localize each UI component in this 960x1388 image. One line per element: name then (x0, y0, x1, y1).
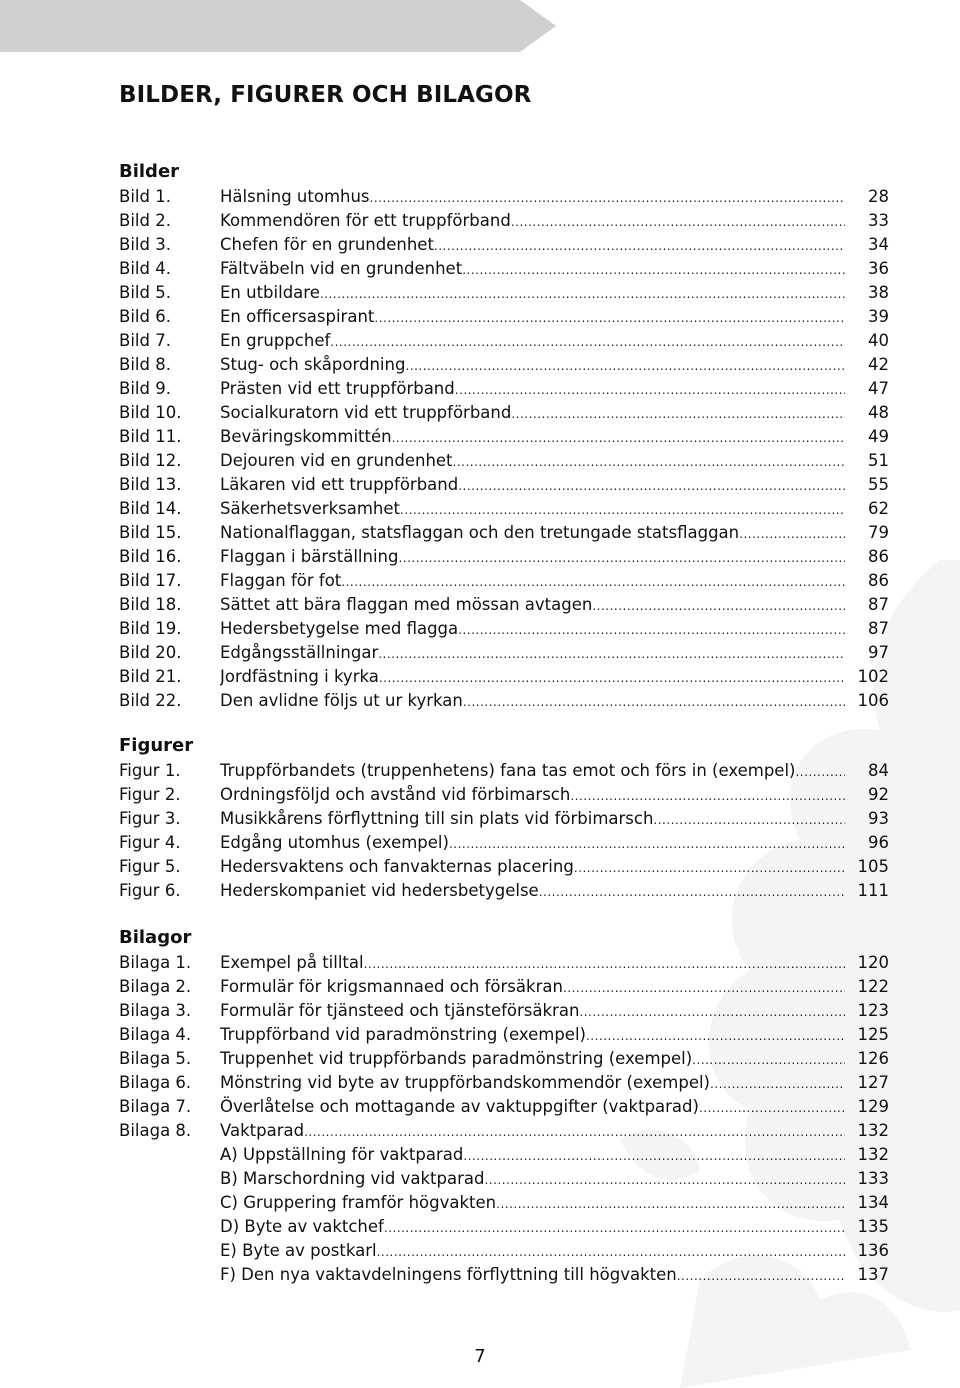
section-figurer (119, 733, 889, 903)
entry-title-line (220, 783, 845, 808)
entry-title: Prästen vid ett truppförband (220, 379, 455, 398)
dot-leader (377, 1240, 845, 1264)
toc-entry (119, 281, 889, 305)
toc-entry (119, 879, 889, 903)
entry-page: 123 (857, 1001, 889, 1020)
toc-entry (119, 209, 889, 233)
entry-label: Bild 16. (119, 547, 182, 566)
entry-page: 126 (857, 1049, 889, 1068)
toc-entry (119, 665, 889, 689)
dot-leader (511, 210, 845, 234)
header-band (0, 0, 556, 52)
entry-title: Nationalflaggan, statsflaggan och den tretungade statsflaggan (220, 523, 740, 542)
toc-entry (119, 951, 889, 975)
entry-label: Bild 14. (119, 499, 182, 518)
entry-page: 129 (857, 1097, 889, 1116)
entry-title: En gruppchef (220, 331, 331, 350)
entry-page: 42 (868, 355, 889, 374)
dot-leader (453, 450, 845, 474)
toc-entry (119, 1143, 889, 1167)
toc-entry (119, 521, 889, 545)
entry-label: Bild 11. (119, 427, 182, 446)
section-bilagor (119, 925, 889, 1287)
dot-leader (330, 330, 845, 354)
entry-title-line (220, 185, 845, 210)
entry-title: Ordningsföljd och avstånd vid förbimarsch (220, 785, 571, 804)
entry-title-line (220, 233, 845, 258)
entry-label: Bild 4. (119, 259, 171, 278)
entry-label: Bild 18. (119, 595, 182, 614)
toc-entry (119, 1023, 889, 1047)
entry-title: Edgång utomhus (exempel) (220, 833, 449, 852)
entry-page: 40 (868, 331, 889, 350)
toc-entry (119, 377, 889, 401)
entry-title: F) Den nya vaktavdelningens förflyttning till högvakten (220, 1265, 677, 1284)
entry-page: 55 (868, 475, 889, 494)
toc-entry (119, 233, 889, 257)
entry-title: Vaktparad (220, 1121, 305, 1140)
dot-leader (462, 258, 845, 282)
entry-title: Hälsning utomhus (220, 187, 370, 206)
entry-title: Den avlidne följs ut ur kyrkan (220, 691, 463, 710)
entry-title-line (220, 353, 845, 378)
entry-label: Figur 6. (119, 881, 181, 900)
entry-page: 49 (868, 427, 889, 446)
entry-title: Truppförbandets (truppenhetens) fana tas emot och förs in (exempel) (220, 761, 796, 780)
toc-entry (119, 1263, 889, 1287)
entry-page: 48 (868, 403, 889, 422)
entry-title-line (220, 1263, 845, 1288)
entry-title: Säkerhetsverksamhet (220, 499, 400, 518)
toc-entry (119, 617, 889, 641)
dot-leader (400, 498, 845, 522)
entry-title: Hedersvaktens och fanvakternas placering (220, 857, 574, 876)
entry-title-line (220, 521, 845, 546)
entry-label: Figur 2. (119, 785, 181, 804)
entry-page: 134 (857, 1193, 889, 1212)
entry-title: Formulär för tjänsteed och tjänsteförsäkran (220, 1001, 580, 1020)
entry-label: Bild 7. (119, 331, 171, 350)
entry-label: Bild 5. (119, 283, 171, 302)
dot-leader (496, 1192, 845, 1216)
entry-label: Bild 2. (119, 211, 171, 230)
entry-title: Exempel på tilltal (220, 953, 364, 972)
entry-list (119, 185, 889, 713)
toc-entry (119, 641, 889, 665)
entry-list (119, 951, 889, 1287)
dot-leader (653, 808, 845, 832)
entry-title: Dejouren vid en grundenhet (220, 451, 453, 470)
entry-label: Figur 5. (119, 857, 181, 876)
entry-title-line (220, 1215, 845, 1240)
dot-leader (484, 1168, 845, 1192)
dot-leader (320, 282, 845, 306)
dot-leader (405, 354, 845, 378)
entry-title: Flaggan för fot (220, 571, 342, 590)
entry-page: 132 (857, 1145, 889, 1164)
toc-entry (119, 1047, 889, 1071)
entry-page: 62 (868, 499, 889, 518)
entry-title-line (220, 377, 845, 402)
dot-leader (341, 570, 845, 594)
entry-page: 28 (868, 187, 889, 206)
entry-page: 84 (868, 761, 889, 780)
entry-title-line (220, 281, 845, 306)
entry-title-line (220, 879, 845, 904)
toc-entry (119, 473, 889, 497)
entry-title-line (220, 329, 845, 354)
entry-title: En officersaspirant (220, 307, 375, 326)
entry-title: Sättet att bära flaggan med mössan avtagen (220, 595, 593, 614)
entry-label: Bild 12. (119, 451, 182, 470)
entry-page: 137 (857, 1265, 889, 1284)
toc-entry (119, 1191, 889, 1215)
toc-entry (119, 305, 889, 329)
entry-label: Bilaga 8. (119, 1121, 192, 1140)
entry-title: Överlåtelse och mottagande av vaktuppgifter (vaktparad) (220, 1097, 699, 1116)
entry-page: 38 (868, 283, 889, 302)
entry-title: Truppförband vid paradmönstring (exempel) (220, 1025, 586, 1044)
entry-page: 132 (857, 1121, 889, 1140)
dot-leader (434, 234, 845, 258)
toc-entry (119, 257, 889, 281)
entry-page: 111 (857, 881, 889, 900)
toc-entry (119, 783, 889, 807)
toc-entry (119, 689, 889, 713)
entry-page: 93 (868, 809, 889, 828)
dot-leader (579, 1000, 845, 1024)
entry-title-line (220, 1143, 845, 1168)
dot-leader (677, 1264, 845, 1288)
entry-page: 120 (857, 953, 889, 972)
dot-leader (699, 1096, 845, 1120)
page-title: BILDER, FIGURER OCH BILAGOR (119, 82, 532, 108)
entry-title-line (220, 617, 845, 642)
entry-title: En utbildare (220, 283, 320, 302)
entry-title: B) Marschordning vid vaktparad (220, 1169, 485, 1188)
page-number: 7 (474, 1346, 486, 1367)
dot-leader (511, 402, 845, 426)
entry-label: Bild 13. (119, 475, 182, 494)
toc-entry (119, 497, 889, 521)
entry-page: 105 (857, 857, 889, 876)
entry-page: 125 (857, 1025, 889, 1044)
dot-leader (458, 474, 845, 498)
toc-entry (119, 449, 889, 473)
toc-entry (119, 1215, 889, 1239)
entry-page: 133 (857, 1169, 889, 1188)
entry-title: Formulär för krigsmannaed och försäkran (220, 977, 563, 996)
entry-label: Bild 20. (119, 643, 182, 662)
dot-leader (378, 642, 845, 666)
entry-page: 96 (868, 833, 889, 852)
entry-label: Bild 6. (119, 307, 171, 326)
entry-title-line (220, 1191, 845, 1216)
entry-title: Truppenhet vid truppförbands paradmönstring (exempel) (220, 1049, 693, 1068)
entry-title: Hedersbetygelse med flagga (220, 619, 459, 638)
toc-entry (119, 329, 889, 353)
dot-leader (739, 522, 845, 546)
entry-title: Mönstring vid byte av truppförbandskommendör (exempel) (220, 1073, 710, 1092)
entry-page: 33 (868, 211, 889, 230)
toc-entry (119, 1119, 889, 1143)
entry-label: Bild 15. (119, 523, 182, 542)
entry-title-line (220, 257, 845, 282)
entry-label: Figur 1. (119, 761, 181, 780)
entry-page: 86 (868, 547, 889, 566)
entry-page: 102 (857, 667, 889, 686)
entry-title: E) Byte av postkarl (220, 1241, 377, 1260)
entry-title-line (220, 1239, 845, 1264)
toc-entry (119, 401, 889, 425)
entry-title-line (220, 1167, 845, 1192)
entry-title-line (220, 425, 845, 450)
entry-title-line (220, 1071, 845, 1096)
dot-leader (795, 760, 845, 784)
dot-leader (384, 1216, 845, 1240)
entry-page: 97 (868, 643, 889, 662)
entry-label: Bilaga 1. (119, 953, 192, 972)
entry-title-line (220, 1119, 845, 1144)
entry-label: Figur 3. (119, 809, 181, 828)
toc-entry (119, 855, 889, 879)
entry-page: 136 (857, 1241, 889, 1260)
entry-label: Bilaga 5. (119, 1049, 192, 1068)
dot-leader (379, 666, 845, 690)
entry-label: Bild 22. (119, 691, 182, 710)
entry-title: Hederskompaniet vid hedersbetygelse (220, 881, 539, 900)
entry-page: 135 (857, 1217, 889, 1236)
toc-entry (119, 593, 889, 617)
dot-leader (370, 186, 845, 210)
entry-label: Bild 3. (119, 235, 171, 254)
entry-label: Bilaga 2. (119, 977, 192, 996)
entry-title-line (220, 665, 845, 690)
entry-title: Beväringskommittén (220, 427, 392, 446)
toc-entry (119, 1071, 889, 1095)
dot-leader (458, 618, 845, 642)
entry-label: Bild 17. (119, 571, 182, 590)
entry-label: Bilaga 6. (119, 1073, 192, 1092)
entry-title: Socialkuratorn vid ett truppförband (220, 403, 512, 422)
section-heading: Bilagor (119, 927, 192, 948)
dot-leader (592, 594, 845, 618)
entry-page: 79 (868, 523, 889, 542)
entry-title: D) Byte av vaktchef (220, 1217, 384, 1236)
entry-title-line (220, 689, 845, 714)
entry-title: C) Gruppering framför högvakten (220, 1193, 497, 1212)
entry-title: Läkaren vid ett truppförband (220, 475, 459, 494)
toc-entry (119, 807, 889, 831)
toc-entry (119, 545, 889, 569)
entry-title-line (220, 951, 845, 976)
entry-page: 106 (857, 691, 889, 710)
toc-entry (119, 831, 889, 855)
section-heading: Bilder (119, 161, 180, 182)
dot-leader (463, 690, 845, 714)
section-heading: Figurer (119, 735, 194, 756)
dot-leader (455, 378, 845, 402)
entry-title-line (220, 759, 845, 784)
entry-title: Kommendören för ett truppförband (220, 211, 511, 230)
dot-leader (710, 1072, 845, 1096)
entry-title: Stug- och skåpordning (220, 355, 406, 374)
entry-title-line (220, 641, 845, 666)
entry-label: Bild 19. (119, 619, 182, 638)
entry-page: 87 (868, 619, 889, 638)
entry-title-line (220, 401, 845, 426)
entry-title-line (220, 1095, 845, 1120)
entry-page: 51 (868, 451, 889, 470)
dot-leader (374, 306, 845, 330)
entry-label: Bild 8. (119, 355, 171, 374)
entry-title: Flaggan i bärställning (220, 547, 399, 566)
dot-leader (364, 952, 845, 976)
entry-label: Bild 21. (119, 667, 182, 686)
dot-leader (574, 856, 845, 880)
dot-leader (570, 784, 845, 808)
dot-leader (398, 546, 845, 570)
entry-title: Fältväbeln vid en grundenhet (220, 259, 463, 278)
entry-title-line (220, 1047, 845, 1072)
section-bilder (119, 159, 889, 713)
entry-title: A) Uppställning för vaktparad (220, 1145, 464, 1164)
entry-title-line (220, 807, 845, 832)
entry-page: 127 (857, 1073, 889, 1092)
entry-page: 47 (868, 379, 889, 398)
entry-title-line (220, 593, 845, 618)
entry-label: Bilaga 7. (119, 1097, 192, 1116)
toc-entry (119, 759, 889, 783)
entry-page: 86 (868, 571, 889, 590)
toc-entry (119, 185, 889, 209)
dot-leader (449, 832, 845, 856)
toc-entry (119, 353, 889, 377)
entry-title-line (220, 855, 845, 880)
entry-page: 36 (868, 259, 889, 278)
entry-title: Edgångsställningar (220, 643, 379, 662)
entry-title-line (220, 209, 845, 234)
entry-title-line (220, 545, 845, 570)
entry-label: Bilaga 4. (119, 1025, 192, 1044)
entry-title-line (220, 999, 845, 1024)
dot-leader (392, 426, 845, 450)
dot-leader (563, 976, 845, 1000)
entry-title-line (220, 305, 845, 330)
toc-entry (119, 999, 889, 1023)
entry-page: 87 (868, 595, 889, 614)
entry-title-line (220, 975, 845, 1000)
entry-title-line (220, 449, 845, 474)
dot-leader (539, 880, 845, 904)
toc-entry (119, 975, 889, 999)
toc-entry (119, 1239, 889, 1263)
dot-leader (463, 1144, 845, 1168)
entry-label: Bilaga 3. (119, 1001, 192, 1020)
toc-entry (119, 425, 889, 449)
entry-title-line (220, 473, 845, 498)
dot-leader (692, 1048, 845, 1072)
entry-title-line (220, 831, 845, 856)
entry-title-line (220, 497, 845, 522)
toc-entry (119, 569, 889, 593)
entry-label: Bild 9. (119, 379, 171, 398)
entry-page: 92 (868, 785, 889, 804)
entry-page: 122 (857, 977, 889, 996)
dot-leader (304, 1120, 845, 1144)
entry-title-line (220, 569, 845, 594)
toc-entry (119, 1167, 889, 1191)
entry-title: Jordfästning i kyrka (220, 667, 379, 686)
entry-label: Bild 10. (119, 403, 182, 422)
entry-page: 39 (868, 307, 889, 326)
entry-title-line (220, 1023, 845, 1048)
entry-title: Chefen för en grundenhet (220, 235, 434, 254)
entry-page: 34 (868, 235, 889, 254)
toc-entry (119, 1095, 889, 1119)
dot-leader (586, 1024, 845, 1048)
entry-title: Musikkårens förflyttning till sin plats vid förbimarsch (220, 809, 654, 828)
entry-list (119, 759, 889, 903)
entry-label: Figur 4. (119, 833, 181, 852)
entry-label: Bild 1. (119, 187, 171, 206)
